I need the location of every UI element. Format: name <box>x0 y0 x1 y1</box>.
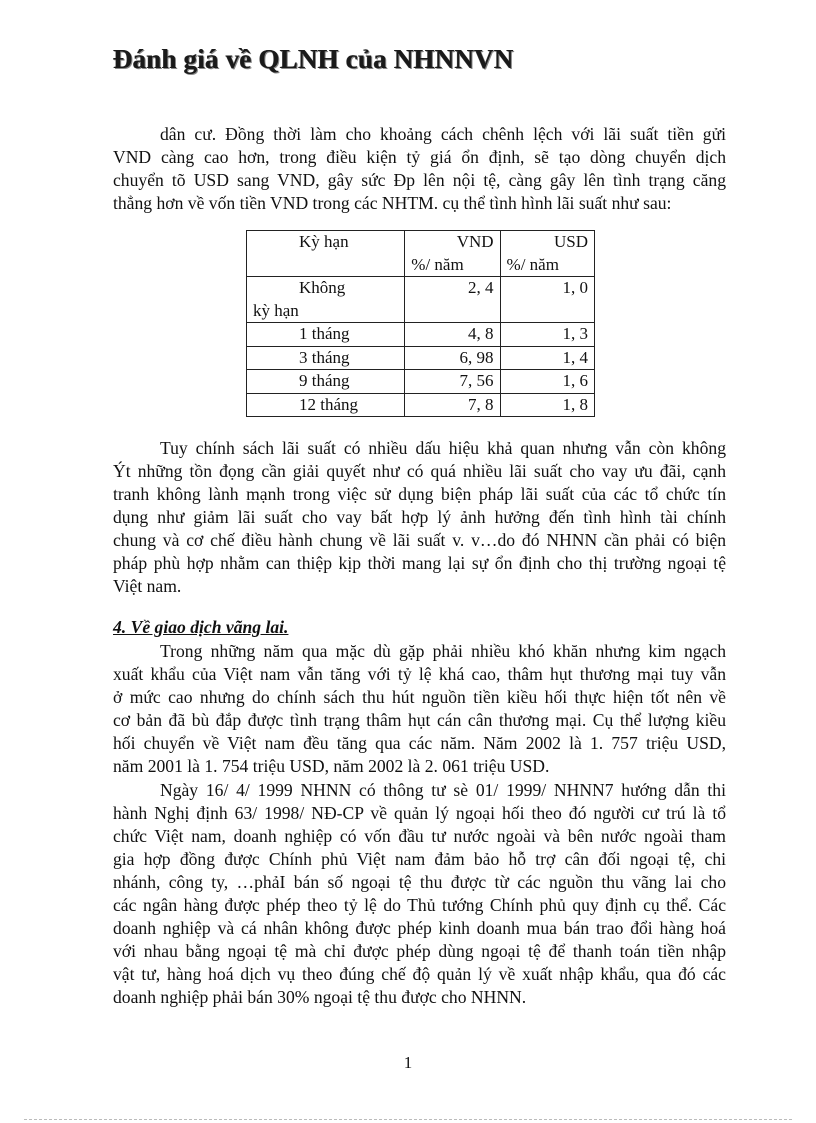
usd-rate-cell: 1, 4 <box>500 346 594 370</box>
header-usd-label: USD <box>553 232 588 251</box>
paragraph-line: năm 2001 là 1. 754 triệu USD, năm 2002 là 2. 061 triệu USD. <box>113 756 550 776</box>
vnd-rate-cell: 2, 4 <box>405 277 500 323</box>
vnd-rate-cell: 7, 8 <box>405 393 500 417</box>
page-header-title: Đánh giá về QLNH của NHNNVN <box>113 44 514 74</box>
table-row <box>247 346 595 370</box>
paragraph-line: Trong những năm qua mặc dù gặp phải nhiều khó khăn nhưng kim ngạch <box>160 641 726 661</box>
paragraph-line: Tuy chính sách lãi suất có nhiều dấu hiệu khả quan nhưng vẫn còn không <box>160 438 726 458</box>
interest-rate-table <box>246 230 595 417</box>
table-row <box>247 393 595 417</box>
usd-rate-cell: 1, 8 <box>500 393 594 417</box>
header-usd-cell <box>500 231 594 277</box>
usd-rate-cell: 1, 0 <box>500 277 594 323</box>
paragraph-line: tranh không lành mạnh trong việc sử dụng biện pháp lãi suất của các tổ chức tín <box>113 484 726 504</box>
header-usd-unit: %/ năm <box>506 254 559 274</box>
paragraph-line: VND càng cao hơn, trong điều kiện tỷ giá ổn định, sẽ tạo dòng chuyển dịch <box>113 147 726 167</box>
paragraph-line: cơ bản đã bù đắp được tình trạng thâm hụt cán cân thương mại. Cụ thể lượng kiều <box>113 710 726 730</box>
paragraph-line: pháp phù hợp nhằm can thiệp kịp thời mang lại sự ổn định cho thị trường ngoại tệ <box>113 553 726 573</box>
paragraph-line: các ngân hàng được phép theo tỷ lệ do Thủ tướng Chính phủ quy định cụ thể. Các <box>113 895 726 915</box>
term-cell: 3 tháng <box>247 346 405 370</box>
paragraph-line: chức Việt nam, doanh nghiệp có vốn đầu tư nước ngoài và bên nước ngoài tham <box>113 826 726 846</box>
paragraph-line: thẳng hơn về vốn tiền VND trong các NHTM. cụ thể tình hình lãi suất như sau: <box>113 193 672 213</box>
page-separator <box>24 1119 792 1120</box>
table-row <box>247 323 595 347</box>
header-vnd-unit: %/ năm <box>411 254 464 274</box>
term-line-1: Không <box>299 278 346 297</box>
header-vnd-cell <box>405 231 500 277</box>
paragraph-line: dân cư. Đồng thời làm cho khoảng cách chênh lệch với lãi suất tiền gửi <box>160 124 726 144</box>
paragraph-line: gia hợp đồng được Chính phủ Việt nam đảm bảo hỗ trợ cân đối ngoại tệ, chi <box>113 849 726 869</box>
page-number: 1 <box>403 1053 413 1072</box>
table-row <box>247 277 595 323</box>
paragraph-line: với nhau bằng ngoại tệ mà chỉ được phép dùng ngoại tệ để thanh toán tiền nhập <box>113 941 726 961</box>
paragraph-line: Ýt những tồn đọng cần giải quyết như có quá nhiều lãi suất cho vay ưu đãi, cạnh <box>113 461 726 481</box>
term-cell: 12 tháng <box>247 393 405 417</box>
term-line-2: kỳ hạn <box>253 300 299 320</box>
section-heading: 4. Về giao dịch vãng lai. <box>113 617 289 637</box>
paragraph-line: hành Nghị định 63/ 1998/ NĐ-CP về quản lý ngoại hối theo đó người cư trú là tổ <box>113 803 726 823</box>
term-cell <box>247 277 405 323</box>
paragraph-line: chuyển tõ USD sang VND, gây sức Ðp lên nội tệ, càng gây lên tình trạng căng <box>113 170 726 190</box>
vnd-rate-cell: 6, 98 <box>405 346 500 370</box>
table-row <box>247 370 595 394</box>
usd-rate-cell: 1, 3 <box>500 323 594 347</box>
vnd-rate-cell: 4, 8 <box>405 323 500 347</box>
paragraph-interest-rate-intro <box>113 123 726 215</box>
vnd-rate-cell: 7, 56 <box>405 370 500 394</box>
paragraph-current-transactions <box>113 640 726 778</box>
paragraph-line: Ngày 16/ 4/ 1999 NHNN có thông tư sè 01/ 1999/ NHNN7 hướng dẫn thi <box>160 780 726 800</box>
paragraph-interest-policy <box>113 437 726 598</box>
paragraph-line: nhánh, công ty, …phảI bán số ngoại tệ thu được từ các nguồn thu vãng lai cho <box>113 872 726 892</box>
usd-rate-cell: 1, 6 <box>500 370 594 394</box>
header-vnd-label: VND <box>456 232 494 251</box>
paragraph-line: hối chuyển về Việt nam đều tăng qua các năm. Năm 2002 là 1. 757 triệu USD, <box>113 733 726 753</box>
term-cell: 1 tháng <box>247 323 405 347</box>
paragraph-line: dụng như giảm lãi suất cho vay bất hợp lý ảnh hưởng đến tình hình tài chính <box>113 507 726 527</box>
paragraph-circular-1999 <box>113 779 726 1009</box>
term-cell: 9 tháng <box>247 370 405 394</box>
paragraph-line: chung và cơ chế điều hành chung về lãi suất v. v…do đó NHNN cần phải có biện <box>113 530 726 550</box>
paragraph-line: vật tư, hàng hoá dịch vụ theo đúng chế độ quản lý về xuất nhập khẩu, qua đó các <box>113 964 726 984</box>
header-term-cell: Kỳ hạn <box>247 231 405 277</box>
paragraph-line: Việt nam. <box>113 576 182 596</box>
paragraph-line: doanh nghiệp và cá nhân không được phép kinh doanh mua bán trao đổi hàng hoá <box>113 918 726 938</box>
table-header-row <box>247 231 595 277</box>
paragraph-line: doanh nghiệp phải bán 30% ngoại tệ thu được cho NHNN. <box>113 987 527 1007</box>
paragraph-line: xuất khẩu của Việt nam vẫn tăng với tỷ lệ khá cao, thâm hụt thương mại tuy vẫn <box>113 664 726 684</box>
paragraph-line: ở mức cao nhưng do chính sách thu hút nguồn tiền kiều hối thực hiện tốt nên về <box>113 687 726 707</box>
